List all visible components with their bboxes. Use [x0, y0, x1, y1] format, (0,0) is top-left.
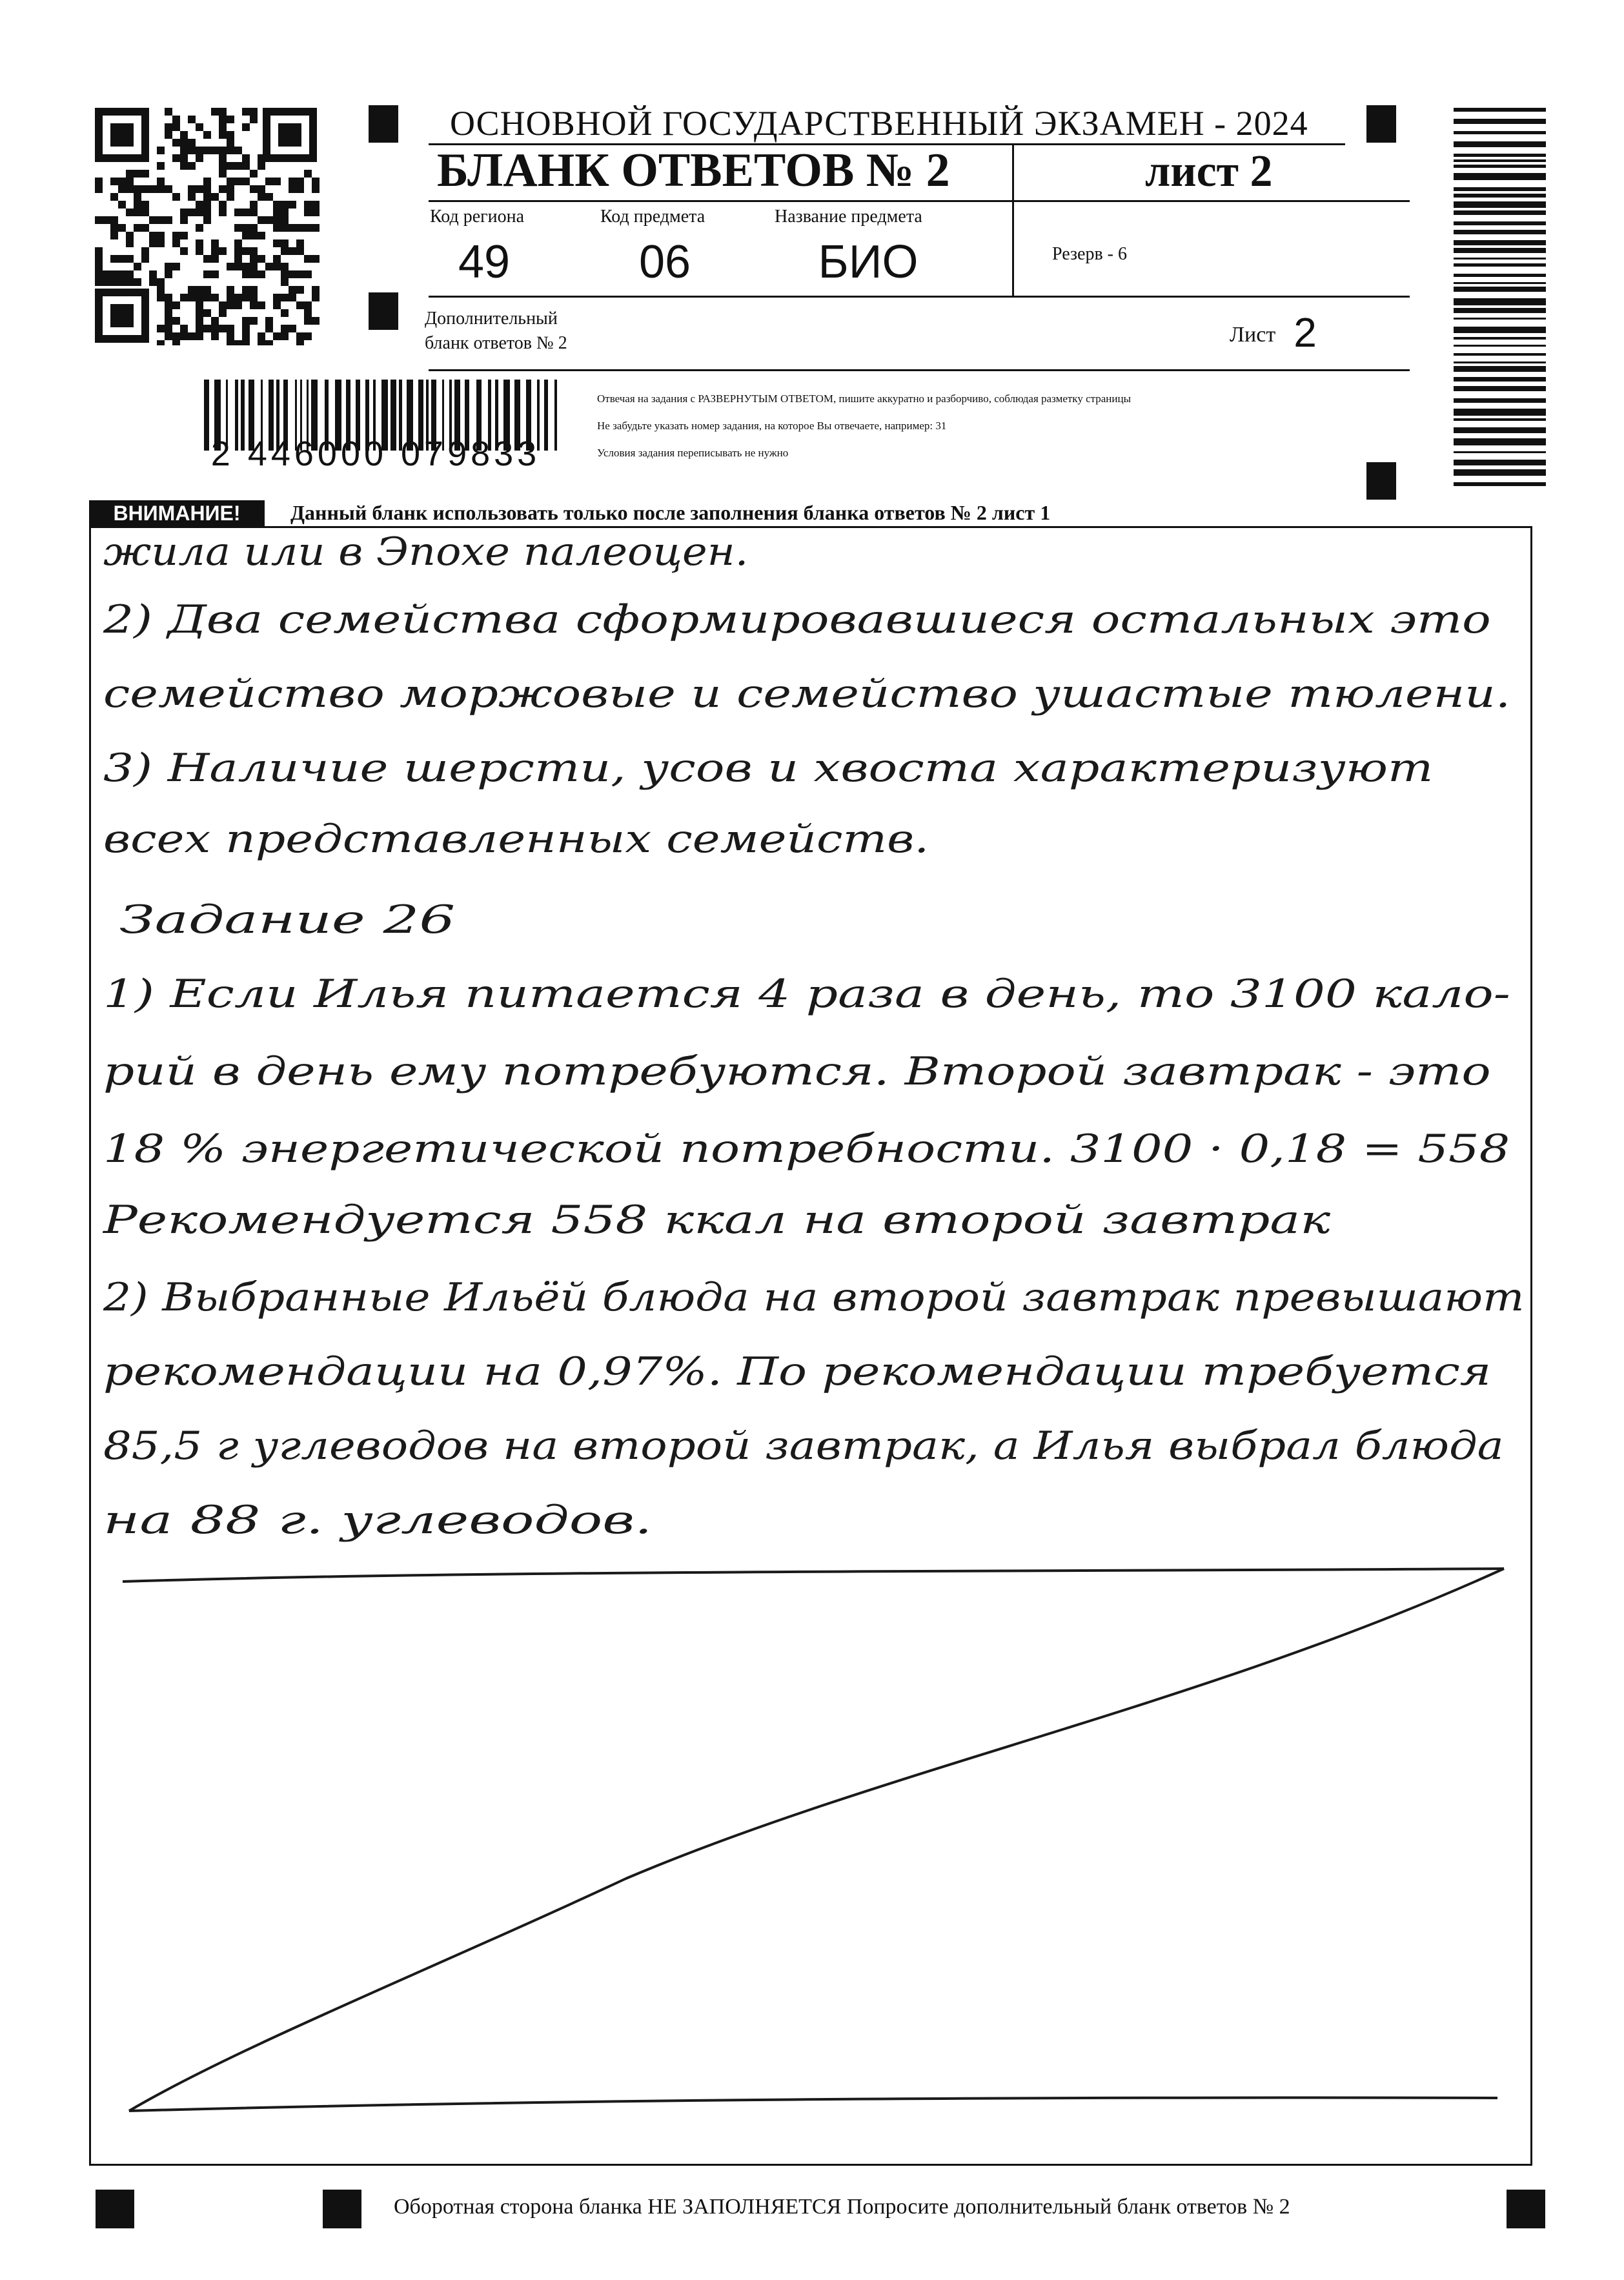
handwritten-line: 85,5 г углеводов на второй завтрак, а Илья выбрал блюда	[103, 1423, 1504, 1469]
extra-form-label: Дополнительный	[425, 309, 558, 329]
registration-mark	[323, 2190, 361, 2228]
divider	[429, 200, 1410, 202]
divider	[429, 296, 1410, 298]
exam-title: ОСНОВНОЙ ГОСУДАРСТВЕННЫЙ ЭКЗАМЕН - 2024	[450, 104, 1308, 143]
handwritten-line: на 88 г. углеводов.	[103, 1498, 653, 1543]
registration-mark	[96, 2190, 134, 2228]
handwritten-line: рий в день ему потребуются. Второй завтрак - это	[103, 1049, 1491, 1094]
handwritten-line: 2) Выбранные Ильёй блюда на второй завтрак превышают	[103, 1275, 1525, 1320]
footer-note: Оборотная сторона бланка НЕ ЗАПОЛНЯЕТСЯ Попросите дополнительный бланк ответов № 2	[394, 2195, 1290, 2219]
form-title: БЛАНК ОТВЕТОВ № 2	[437, 144, 950, 197]
handwritten-line: рекомендации на 0,97%. По рекомендации требуется	[103, 1349, 1492, 1394]
subject-code: 06	[638, 236, 691, 288]
notice-text: Данный бланк использовать только после заполнения бланка ответов № 2 лист 1	[290, 501, 1051, 524]
list-label: Лист	[1230, 323, 1276, 347]
registration-mark	[1366, 105, 1396, 143]
barcode-number: 2 446000 079833	[210, 434, 541, 473]
extra-form-label: бланк ответов № 2	[425, 333, 567, 353]
handwritten-line: 1) Если Илья питается 4 раза в день, то 3100 кало-	[103, 972, 1510, 1017]
handwritten-line: 2) Два семейства сформировавшиеся остальных это	[103, 597, 1491, 642]
registration-mark	[369, 292, 398, 330]
region-code: 49	[458, 236, 511, 288]
handwritten-line: жила или в Эпохе палеоцен.	[103, 529, 749, 575]
notice-badge: ВНИМАНИЕ!	[89, 500, 265, 526]
empty-area-strike	[110, 1556, 1517, 2137]
handwritten-line: Рекомендуется 558 ккал на второй завтрак	[103, 1197, 1331, 1243]
handwritten-line: всех представленных семейств.	[103, 817, 929, 862]
handwritten-line: 18 % энергетической потребности. 3100 · 0,18 = 558	[103, 1126, 1510, 1172]
instruction-text: Отвечая на задания с РАЗВЕРНУТЫМ ОТВЕТОМ, пишите аккуратно и разборчиво, соблюдая разметку страницы	[597, 392, 1132, 405]
divider	[429, 369, 1410, 371]
side-barcode	[1454, 105, 1546, 486]
subject-name-label: Название предмета	[775, 207, 922, 227]
subject-code-label: Код предмета	[600, 207, 705, 227]
instruction-text: Не забудьте указать номер задания, на которое Вы отвечаете, например: 31	[597, 420, 947, 432]
reserve-label: Резерв - 6	[1052, 244, 1128, 264]
handwritten-line: Задание 26	[119, 897, 456, 942]
handwritten-line: семейство моржовые и семейство ушастые тюлени.	[103, 671, 1511, 717]
instruction-text: Условия задания переписывать не нужно	[597, 447, 789, 459]
handwritten-line: 3) Наличие шерсти, усов и хвоста характеризуют	[103, 746, 1434, 791]
region-label: Код региона	[430, 207, 525, 227]
qr-code	[92, 105, 320, 345]
subject-name: БИО	[818, 236, 919, 288]
list-number: 2	[1294, 309, 1317, 356]
divider	[1012, 143, 1014, 296]
registration-mark	[1507, 2190, 1545, 2228]
sheet-label: лист 2	[1145, 147, 1273, 196]
registration-mark	[369, 105, 398, 143]
registration-mark	[1366, 462, 1396, 500]
